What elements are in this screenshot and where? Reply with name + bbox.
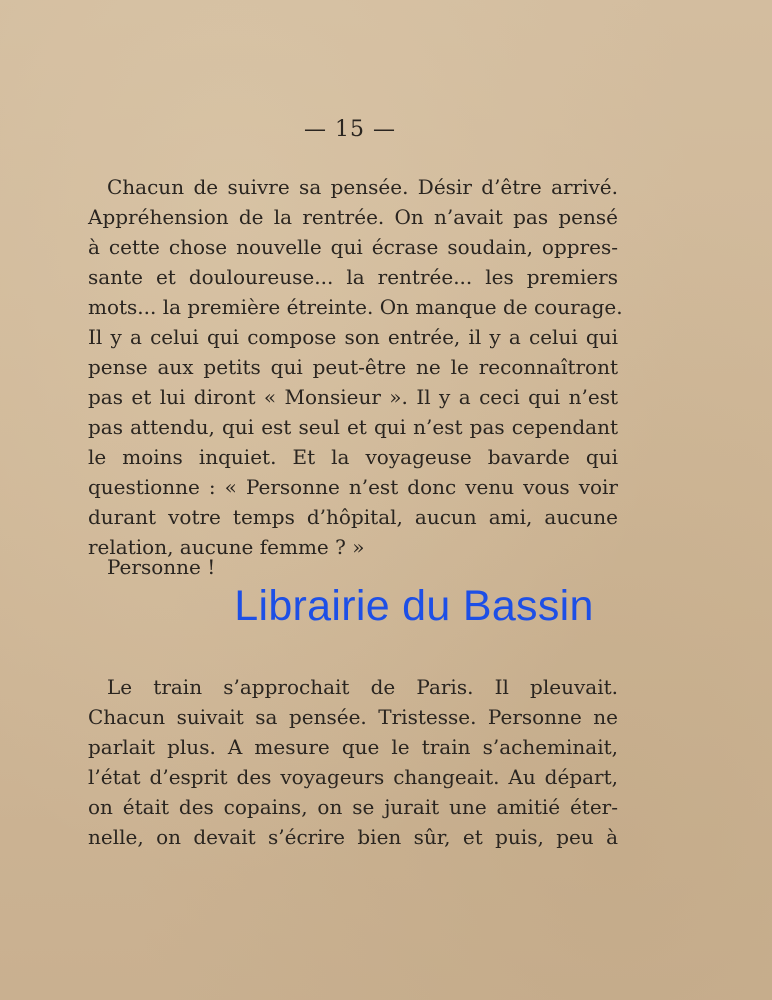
- text-line: mots... la première étreinte. On manque de courage.: [88, 295, 623, 319]
- text-line: pas attendu, qui est seul et qui n’est pas cependant: [88, 415, 618, 439]
- text-line: questionne : « Personne n’est donc venu vous voir: [88, 475, 618, 499]
- text-line: Personne !: [107, 555, 216, 579]
- text-line: à cette chose nouvelle qui écrase soudain, oppres-: [88, 235, 618, 259]
- paragraph-personne: [88, 552, 618, 582]
- paragraph-le-train: [88, 672, 618, 852]
- text-line: le moins inquiet. Et la voyageuse bavarde qui: [88, 445, 618, 469]
- paragraph-chacun-de-suivre: [88, 172, 623, 562]
- text-line: Le train s’approchait de Paris. Il pleuvait.: [107, 675, 618, 699]
- text-line: Chacun suivait sa pensée. Tristesse. Personne ne: [88, 705, 618, 729]
- text-line: relation, aucune femme ? »: [88, 535, 365, 559]
- text-line: pense aux petits qui peut-être ne le reconnaîtront: [88, 355, 618, 379]
- text-line: Appréhension de la rentrée. On n’avait pas pensé: [88, 205, 618, 229]
- text-line: pas et lui diront « Monsieur ». Il y a ceci qui n’est: [88, 385, 618, 409]
- text-line: nelle, on devait s’écrire bien sûr, et puis, peu à: [88, 825, 618, 849]
- text-line: Chacun de suivre sa pensée. Désir d’être arrivé.: [107, 175, 618, 199]
- text-line: durant votre temps d’hôpital, aucun ami, aucune: [88, 505, 618, 529]
- text-line: Il y a celui qui compose son entrée, il y a celui qui: [88, 325, 618, 349]
- watermark-librairie-du-bassin: Librairie du Bassin: [234, 582, 594, 630]
- text-line: sante et douloureuse... la rentrée... les premiers: [88, 265, 618, 289]
- text-line: l’état d’esprit des voyageurs changeait. Au départ,: [88, 765, 618, 789]
- text-line: parlait plus. A mesure que le train s’acheminait,: [88, 735, 618, 759]
- page-number: — 15 —: [304, 117, 396, 142]
- text-line: on était des copains, on se jurait une amitié éter-: [88, 795, 618, 819]
